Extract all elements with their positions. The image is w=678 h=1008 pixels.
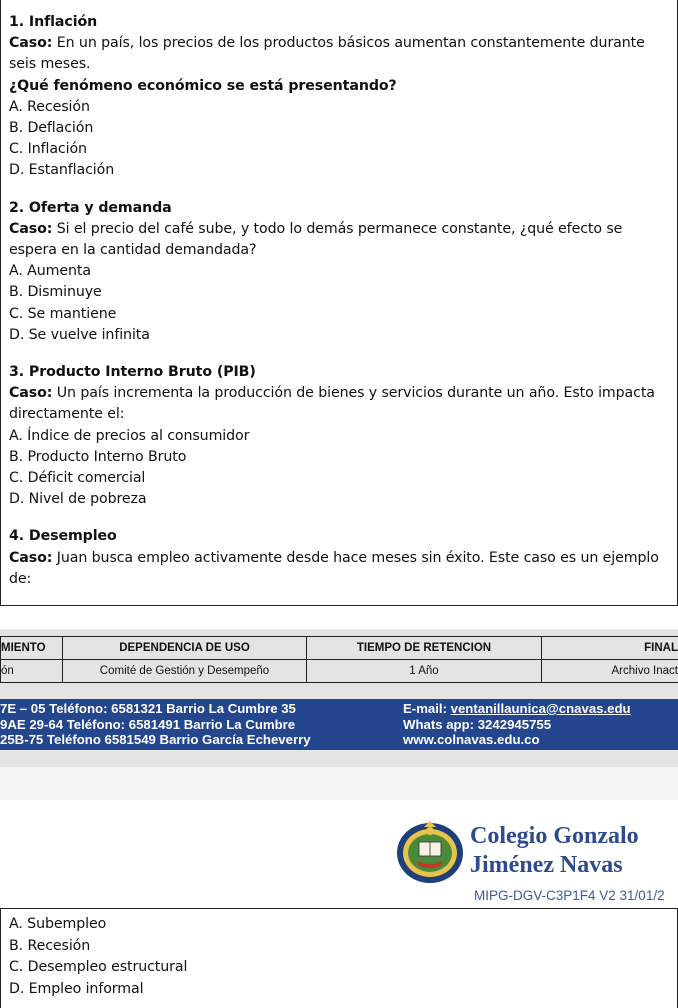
contact-bar: [0, 699, 678, 750]
question-title: 4. Desempleo: [9, 528, 117, 545]
case-text: [9, 219, 677, 240]
retention-table: [0, 636, 678, 683]
whatsapp-line: Whats app: 3242945755: [403, 716, 552, 732]
address-line: 25B-75 Teléfono 6581549 Barrio García Echeverry: [0, 732, 311, 747]
column-header: DEPENDENCIA DE USO: [63, 637, 307, 660]
page-footer: [0, 629, 678, 767]
email-line: [403, 701, 631, 717]
page-separator: [0, 767, 678, 800]
case-text-line: En un país, los precios de los productos básicos aumentan constantemente durante: [52, 35, 645, 52]
school-name: [470, 822, 639, 880]
answer-option: C. Déficit comercial: [9, 470, 146, 487]
case-text-line: directamente el:: [9, 406, 125, 423]
answer-option: A. Aumenta: [9, 263, 91, 280]
case-text-line: Si el precio del café sube, y todo lo demás permanece constante, ¿qué efecto se: [52, 220, 623, 237]
table-cell: ón: [1, 660, 63, 683]
document-code: MIPG-DGV-C3P1F4 V2 31/01/2: [474, 888, 665, 903]
case-text-line: espera en la cantidad demandada?: [9, 242, 257, 259]
table-cell: Archivo Inact: [542, 660, 678, 683]
table-cell: Comité de Gestión y Desempeño: [63, 660, 307, 683]
column-header: MIENTO: [1, 637, 63, 660]
school-name-line: Jiménez Navas: [470, 852, 623, 878]
case-text-line: seis meses.: [9, 56, 91, 73]
case-text-line: Un país incrementa la producción de bienes y servicios durante un año. Esto impacta: [52, 385, 655, 402]
contact-info: [403, 701, 631, 748]
school-name-line: Colegio Gonzalo: [470, 823, 639, 849]
answer-options-box: [0, 908, 678, 1008]
case-label: Caso:: [9, 220, 53, 237]
question-prompt: ¿Qué fenómeno económico se está presentando?: [9, 77, 397, 94]
answer-option: A. Recesión: [9, 98, 90, 115]
case-text-line: de:: [9, 570, 32, 587]
case-label: Caso:: [9, 549, 53, 566]
answer-option: C. Desempleo estructural: [9, 959, 188, 975]
addresses: [0, 701, 395, 748]
question-title: 2. Oferta y demanda: [9, 199, 172, 216]
address-line: 9AE 29-64 Teléfono: 6581491 Barrio La Cumbre: [0, 716, 296, 732]
case-text: [9, 383, 677, 404]
answer-option: D. Estanflación: [9, 162, 115, 179]
answer-option: C. Inflación: [9, 141, 87, 158]
table-header-row: [1, 637, 678, 660]
case-label: Caso:: [9, 385, 53, 402]
question-title: 3. Producto Interno Bruto (PIB): [9, 364, 256, 381]
website-link[interactable]: www.colnavas.edu.co: [403, 732, 540, 747]
column-header: TIEMPO DE RETENCION: [307, 637, 542, 660]
answer-option: A. Subempleo: [9, 916, 107, 932]
answer-option: C. Se mantiene: [9, 305, 117, 322]
answer-option: B. Recesión: [9, 937, 91, 954]
answer-option: D. Empleo informal: [9, 980, 144, 997]
answer-option: D. Nivel de pobreza: [9, 491, 147, 508]
table-cell: 1 Año: [307, 660, 542, 683]
email-label: E-mail:: [403, 701, 451, 716]
case-text: [9, 33, 677, 54]
case-text: [9, 548, 677, 569]
answer-option: B. Deflación: [9, 120, 94, 137]
table-row: [1, 660, 678, 683]
case-text-line: Juan busca empleo activamente desde hace meses sin éxito. Este caso es un ejemplo: [52, 549, 659, 566]
column-header: FINAL: [542, 637, 678, 660]
question-title: 1. Inflación: [9, 14, 98, 30]
case-label: Caso:: [9, 35, 53, 52]
answer-option: D. Se vuelve infinita: [9, 326, 150, 343]
answer-option: B. Disminuye: [9, 284, 102, 301]
email-link[interactable]: ventanillaunica@cnavas.edu: [450, 701, 631, 716]
school-crest-icon: [394, 815, 466, 887]
answer-option: A. Índice de precios al consumidor: [9, 427, 250, 444]
address-line: 35 7E – 05 Teléfono: 6581321 Barrio La Cumbre: [0, 701, 296, 716]
answer-option: B. Producto Interno Bruto: [9, 448, 187, 465]
